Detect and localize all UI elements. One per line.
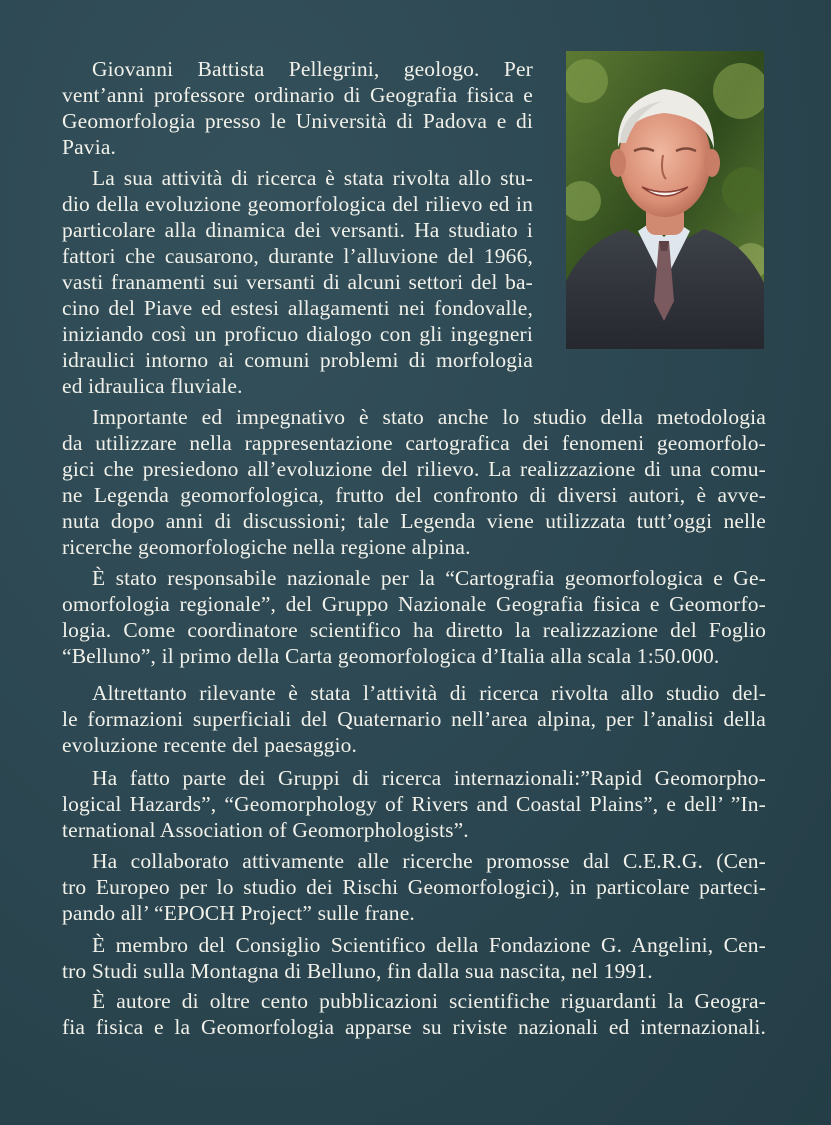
text-line: Importante ed impegnativo è stato anche lo studio della metodologia bbox=[92, 405, 766, 429]
text-line: Ha collaborato attivamente alle ricerche promosse dal C.E.R.G. (Cen- bbox=[92, 849, 766, 873]
text-line: Altrettanto rilevante è stata l’attività di ricerca rivolta allo studio del- bbox=[92, 681, 766, 705]
text-line: ne Legenda geomorfologica, frutto del confronto di diversi autori, è avve- bbox=[62, 483, 766, 507]
text-line: omorfologia regionale”, del Gruppo Nazionale Geografia fisica e Geomorfo- bbox=[62, 592, 766, 616]
text-line: particolare alla dinamica dei versanti. Ha studiato i bbox=[62, 218, 533, 242]
text-line: ed idraulica fluviale. bbox=[62, 374, 243, 398]
text-line: ricerche geomorfologiche nella regione alpina. bbox=[62, 535, 471, 559]
text-line: iniziando così un proficuo dialogo con gli ingegneri bbox=[62, 322, 533, 346]
text-line: evoluzione recente del paesaggio. bbox=[62, 733, 358, 757]
text-line: vasti franamenti sui versanti di alcuni settori del ba- bbox=[62, 270, 533, 294]
text-line: gici che presiedono all’evoluzione del rilievo. La realizzazione di una comu- bbox=[62, 457, 766, 481]
text-line: È autore di oltre cento pubblicazioni scientifiche riguardanti la Geogra- bbox=[92, 989, 766, 1013]
text-line: logical Hazards”, “Geomorphology of Rivers and Coastal Plains”, e dell’ ”In- bbox=[62, 792, 766, 816]
text-line: nuta dopo anni di discussioni; tale Legenda viene utilizzata tutt’oggi nelle bbox=[62, 509, 766, 533]
text-line: logia. Come coordinatore scientifico ha diretto la realizzazione del Foglio bbox=[62, 618, 766, 642]
text-line: dio della evoluzione geomorfologica del rilievo ed in bbox=[62, 192, 533, 216]
text-line: cino del Piave ed estesi allagamenti nei fondovalle, bbox=[62, 296, 533, 320]
text-line: pando all’ “EPOCH Project” sulle frane. bbox=[62, 901, 415, 925]
text-line: vent’anni professore ordinario di Geografia fisica e bbox=[62, 83, 533, 107]
text-line: idraulici intorno ai comuni problemi di morfologia bbox=[62, 348, 533, 372]
text-line: È stato responsabile nazionale per la “Cartografia geomorfologica e Ge- bbox=[92, 566, 766, 590]
text-line: tro Europeo per lo studio dei Rischi Geomorfologici), in particolare parteci- bbox=[62, 875, 766, 899]
text-line: Pavia. bbox=[62, 135, 117, 159]
text-line: È membro del Consiglio Scientifico della Fondazione G. Angelini, Cen- bbox=[92, 933, 766, 957]
text-line: Ha fatto parte dei Gruppi di ricerca internazionali:”Rapid Geomorpho- bbox=[92, 766, 766, 790]
text-line: fia fisica e la Geomorfologia apparse su riviste nazionali ed internazionali. bbox=[62, 1015, 766, 1039]
text-line: La sua attività di ricerca è stata rivolta allo stu- bbox=[92, 166, 533, 190]
text-line: Giovanni Battista Pellegrini, geologo. Per bbox=[92, 57, 533, 81]
text-line: Geomorfologia presso le Università di Padova e di bbox=[62, 109, 533, 133]
text-line: “Belluno”, il primo della Carta geomorfologica d’Italia alla scala 1:50.000. bbox=[62, 644, 720, 668]
text-line: fattori che causarono, durante l’alluvione del 1966, bbox=[62, 244, 533, 268]
text-line: da utilizzare nella rappresentazione cartografica dei fenomeni geomorfolo- bbox=[62, 431, 766, 455]
author-portrait-photo bbox=[566, 51, 764, 349]
text-line: ternational Association of Geomorphologists”. bbox=[62, 818, 469, 842]
text-line: tro Studi sulla Montagna di Belluno, fin dalla sua nascita, nel 1991. bbox=[62, 959, 653, 983]
text-line: le formazioni superficiali del Quaternario nell’area alpina, per l’analisi della bbox=[62, 707, 766, 731]
